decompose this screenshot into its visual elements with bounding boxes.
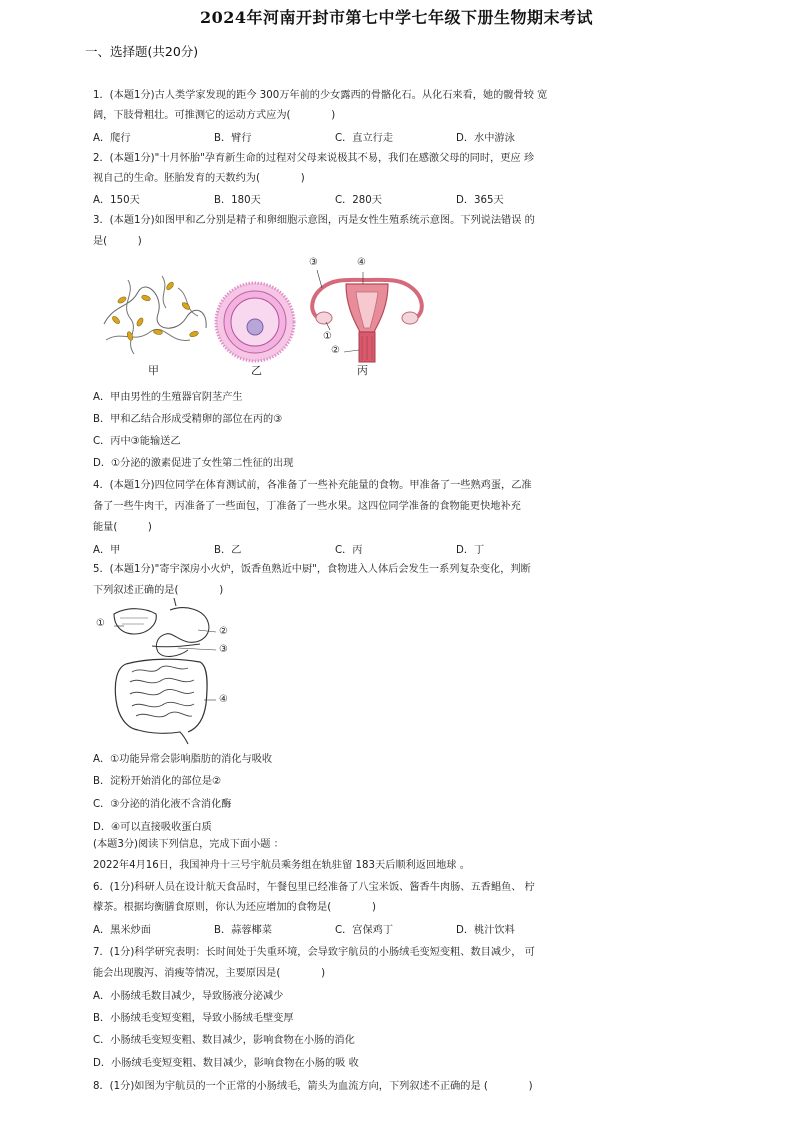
q7-stem-line2: 能会出现腹泻、消瘦等情况，主要原因是( )	[93, 968, 326, 979]
figure-label-yi: 乙	[251, 364, 262, 377]
page-title: 2024年河南开封市第七中学七年级下册生物期末考试	[199, 8, 594, 27]
figure-label-bing: 丙	[357, 364, 368, 377]
q3-option-a[interactable]: A．甲由男性的生殖器官阴茎产生	[93, 392, 243, 403]
q1-stem-line1: 1．(本题1分)古人类学家发现的距今 300万年前的少女露西的骨骼化石。从化石来看，她的髋骨较 宽	[93, 90, 548, 101]
digestive-mark-4: ④	[219, 694, 228, 705]
q6-option-d[interactable]: D．桃汁饮料	[456, 925, 515, 936]
q3-option-b[interactable]: B．甲和乙结合形成受精卵的部位在丙的③	[93, 414, 283, 425]
section-heading: 一、选择题(共20分)	[85, 44, 199, 59]
q1-stem-line2: 阔，下肢骨粗壮。可推测它的运动方式应为( )	[93, 110, 336, 121]
q5-option-a[interactable]: A．①功能异常会影响脂肪的消化与吸收	[93, 754, 273, 765]
info-line1: (本题3分)阅读下列信息，完成下面小题 ：	[93, 839, 284, 850]
figure-mark-1: ①	[323, 331, 332, 342]
figure-mark-3: ③	[309, 257, 318, 268]
q6-stem-line2: 檬茶。根据均衡膳食原则，你认为还应增加的食物是( )	[93, 902, 377, 913]
q5-stem-line2: 下列叙述正确的是( )	[93, 585, 224, 596]
info-line2: 2022年4月16日，我国神舟十三号宇航员乘务组在轨驻留 183天后顺利返回地球 。	[93, 860, 470, 871]
q1-option-a[interactable]: A．爬行	[93, 133, 131, 144]
q2-option-d[interactable]: D．365天	[456, 195, 504, 206]
q6-option-a[interactable]: A．黑米炒面	[93, 925, 151, 936]
q7-option-b[interactable]: B．小肠绒毛变短变粗，导致小肠绒毛壁变厚	[93, 1013, 294, 1024]
q7-option-a[interactable]: A．小肠绒毛数目减少，导致肠液分泌减少	[93, 991, 284, 1002]
figure-label-jia: 甲	[148, 364, 159, 377]
q4-stem-line3: 能量( )	[93, 522, 152, 533]
q4-option-d[interactable]: D．丁	[456, 545, 485, 556]
q4-stem-line1: 4．(本题1分)四位同学在体育测试前，各准备了一些补充能量的食物。甲准备了一些熟鸡蛋，乙准	[93, 480, 532, 491]
q2-option-a[interactable]: A．150天	[93, 195, 140, 206]
q5-option-d[interactable]: D．④可以直接吸收蛋白质	[93, 822, 212, 833]
q6-option-b[interactable]: B．蒜蓉椰菜	[214, 925, 272, 936]
figure-mark-2: ②	[331, 345, 340, 356]
q7-option-c[interactable]: C．小肠绒毛变短变粗、数目减少，影响食物在小肠的消化	[93, 1035, 355, 1046]
q5-stem-line1: 5．(本题1分)"寄宇深房小火炉，饭香鱼熟近中厨"，食物进入人体后会发生一系列复杂变化，判断	[93, 564, 531, 575]
q2-stem-line2: 视自己的生命。胚胎发育的天数约为( )	[93, 173, 305, 184]
q7-option-d[interactable]: D．小肠绒毛变短变粗、数目减少，影响食物在小肠的吸 收	[93, 1058, 359, 1069]
q3-option-d[interactable]: D．①分泌的激素促进了女性第二性征的出现	[93, 458, 294, 469]
digestive-mark-2: ②	[219, 626, 228, 637]
q1-option-c[interactable]: C．直立行走	[335, 133, 394, 144]
figure-mark-4: ④	[357, 257, 366, 268]
q8-stem-line1: 8．(1分)如图为宇航员的一个正常的小肠绒毛，箭头为血流方向，下列叙述不正确的是 ( )	[93, 1081, 533, 1092]
q4-option-b[interactable]: B．乙	[214, 545, 242, 556]
sperm-figure	[100, 270, 212, 360]
q6-option-c[interactable]: C．宫保鸡丁	[335, 925, 394, 936]
q3-option-c[interactable]: C．丙中③能输送乙	[93, 436, 181, 447]
q1-option-b[interactable]: B．臂行	[214, 133, 252, 144]
q1-option-d[interactable]: D．水中游泳	[456, 133, 515, 144]
q5-option-b[interactable]: B．淀粉开始消化的部位是②	[93, 776, 222, 787]
digestive-mark-3: ③	[219, 644, 228, 655]
q4-option-a[interactable]: A．甲	[93, 545, 121, 556]
digestive-mark-1: ①	[96, 618, 105, 629]
q2-option-c[interactable]: C．280天	[335, 195, 382, 206]
q2-option-b[interactable]: B．180天	[214, 195, 261, 206]
digestive-system-figure	[108, 604, 220, 744]
q7-stem-line1: 7．(1分)科学研究表明：长时间处于失重环境，会导致宇航员的小肠绒毛变短变粗、数目减少， 可	[93, 947, 535, 958]
q4-option-c[interactable]: C．丙	[335, 545, 363, 556]
q6-stem-line1: 6．(1分)科研人员在设计航天食品时，午餐包里已经准备了八宝米饭、酱香牛肉肠、五香鲳鱼、 柠	[93, 882, 535, 893]
q3-stem-line1: 3．(本题1分)如图甲和乙分别是精子和卵细胞示意图，丙是女性生殖系统示意图。下列说法错误 的	[93, 215, 535, 226]
female-reproductive-figure	[300, 258, 435, 366]
q2-stem-line1: 2．(本题1分)"十月怀胎"孕育新生命的过程对父母来说极其不易，我们在感激父母的同时，更应 珍	[93, 153, 535, 164]
q4-stem-line2: 备了一些牛肉干，丙准备了一些面包，丁准备了一些水果。这四位同学准备的食物能更快地补充	[93, 501, 521, 512]
egg-cell-figure	[215, 282, 295, 362]
q5-option-c[interactable]: C．③分泌的消化液不含消化酶	[93, 799, 232, 810]
q3-stem-line2: 是( )	[93, 236, 142, 247]
